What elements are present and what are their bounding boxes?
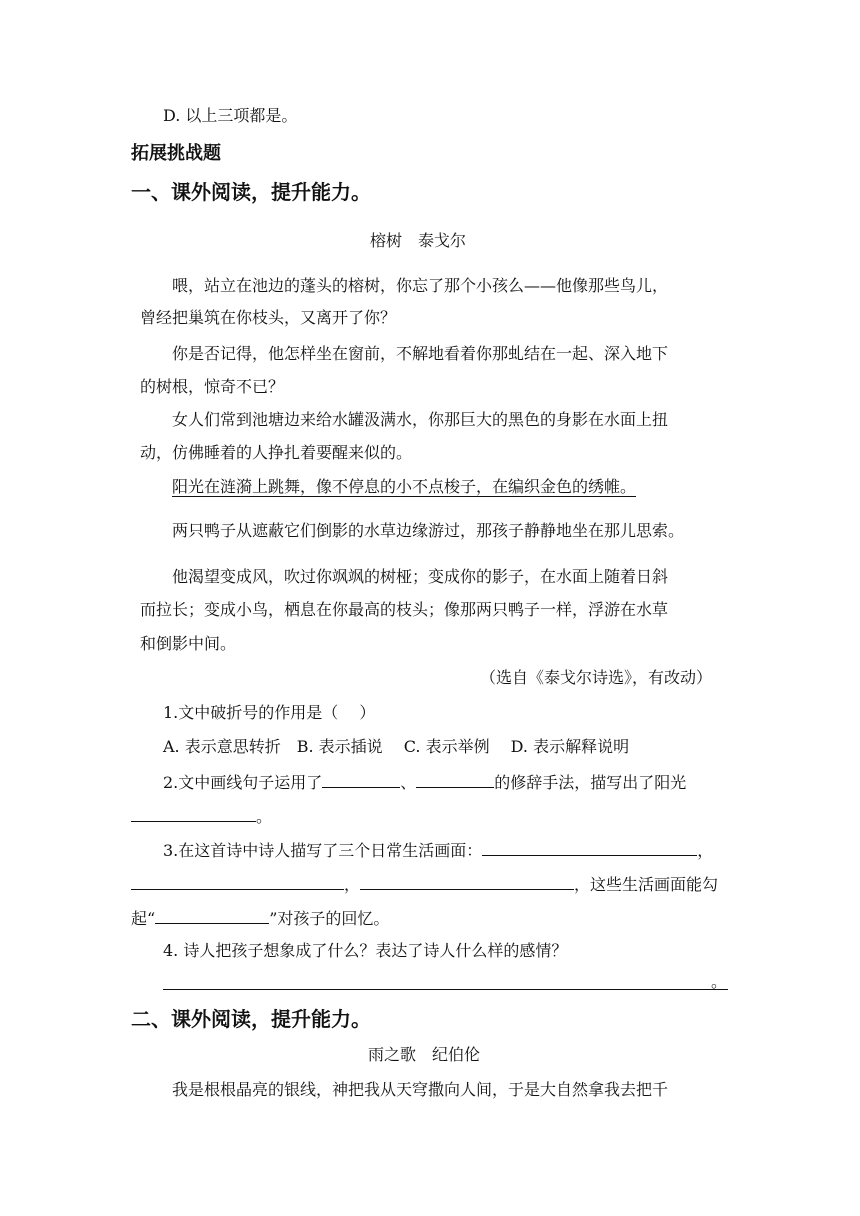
poem1-title: 榕树 泰戈尔: [370, 231, 467, 250]
option-d: D. 以上三项都是。: [163, 106, 298, 125]
comma: ，: [697, 841, 714, 860]
poem1-paragraph-6c: 和倒影中间。: [140, 634, 237, 653]
question-3-text-c2: ”对孩子的回忆。: [269, 909, 390, 928]
answer-blank[interactable]: [131, 871, 344, 890]
question-3-ending: [131, 905, 389, 931]
answer-line[interactable]: [163, 989, 728, 990]
answer-blank[interactable]: [322, 769, 400, 788]
poem1-paragraph-6a: 他渴望变成风，吹过你飒飒的树桠；变成你的影子，在水面上随着日斜: [172, 567, 669, 586]
question-3-text-c1: 起“: [131, 909, 156, 928]
period: 。: [711, 972, 728, 991]
part1-heading: 一、课外阅读，提升能力。: [131, 180, 371, 204]
answer-blank[interactable]: [360, 871, 574, 890]
part2-heading: 二、课外阅读，提升能力。: [131, 1007, 371, 1031]
separator: 、: [400, 773, 417, 792]
comma: ，: [344, 875, 361, 894]
poem1-paragraph-3a: 女人们常到池塘边来给水罐汲满水，你那巨大的黑色的身影在水面上扭: [172, 410, 669, 429]
question-2-text-a: 2.文中画线句子运用了: [163, 773, 323, 792]
period: 。: [256, 807, 273, 826]
poem1-paragraph-1a: 喂，站立在池边的蓬头的榕树，你忘了那个小孩么——他像那些鸟儿，: [172, 276, 669, 295]
underlined-sentence: 阳光在涟漪上跳舞，像不停息的小不点梭子，在编织金色的绣帷。: [172, 477, 637, 496]
question-4: 4. 诗人把孩子想象成了什么？表达了诗人什么样的感情？: [163, 941, 568, 960]
poem1-paragraph-6b: 而拉长；变成小鸟，栖息在你最高的枝头；像那两只鸭子一样，浮游在水草: [140, 600, 669, 619]
poem1-source: （选自《泰戈尔诗选》，有改动）: [480, 668, 713, 687]
poem1-paragraph-1b: 曾经把巢筑在你枝头，又离开了你？: [140, 308, 397, 327]
question-3-text-b: ，这些生活画面能勾: [574, 875, 719, 894]
poem1-paragraph-3b: 动，仿佛睡着的人挣扎着要醒来似的。: [140, 443, 413, 462]
question-1-options: A. 表示意思转折 B. 表示插说 C. 表示举例 D. 表示解释说明: [163, 737, 630, 756]
question-3-continuation: [131, 871, 718, 897]
answer-blank[interactable]: [131, 803, 256, 822]
poem1-paragraph-2b: 的树根，惊奇不已？: [140, 377, 285, 396]
answer-blank[interactable]: [482, 837, 697, 856]
question-2-continuation: [131, 803, 272, 829]
question-1: 1.文中破折号的作用是（ ）: [163, 703, 376, 722]
question-2-text-b: 的修辞手法，描写出了阳光: [494, 773, 687, 792]
question-3: [163, 837, 713, 863]
question-3-text-a: 3.在这首诗中诗人描写了三个日常生活画面：: [163, 841, 483, 860]
poem1-paragraph-2a: 你是否记得，他怎样坐在窗前，不解地看着你那虬结在一起、深入地下: [172, 344, 669, 363]
question-2: [163, 769, 686, 795]
answer-blank[interactable]: [416, 769, 494, 788]
poem2-paragraph-1: 我是根根晶亮的银线，神把我从天穹撒向人间，于是大自然拿我去把千: [172, 1080, 669, 1099]
poem1-paragraph-5: 两只鸭子从遮蔽它们倒影的水草边缘游过，那孩子静静地坐在那儿思索。: [172, 521, 685, 540]
poem2-title: 雨之歌 纪伯伦: [368, 1045, 481, 1064]
section-heading: 拓展挑战题: [131, 143, 221, 164]
answer-blank[interactable]: [155, 905, 269, 924]
